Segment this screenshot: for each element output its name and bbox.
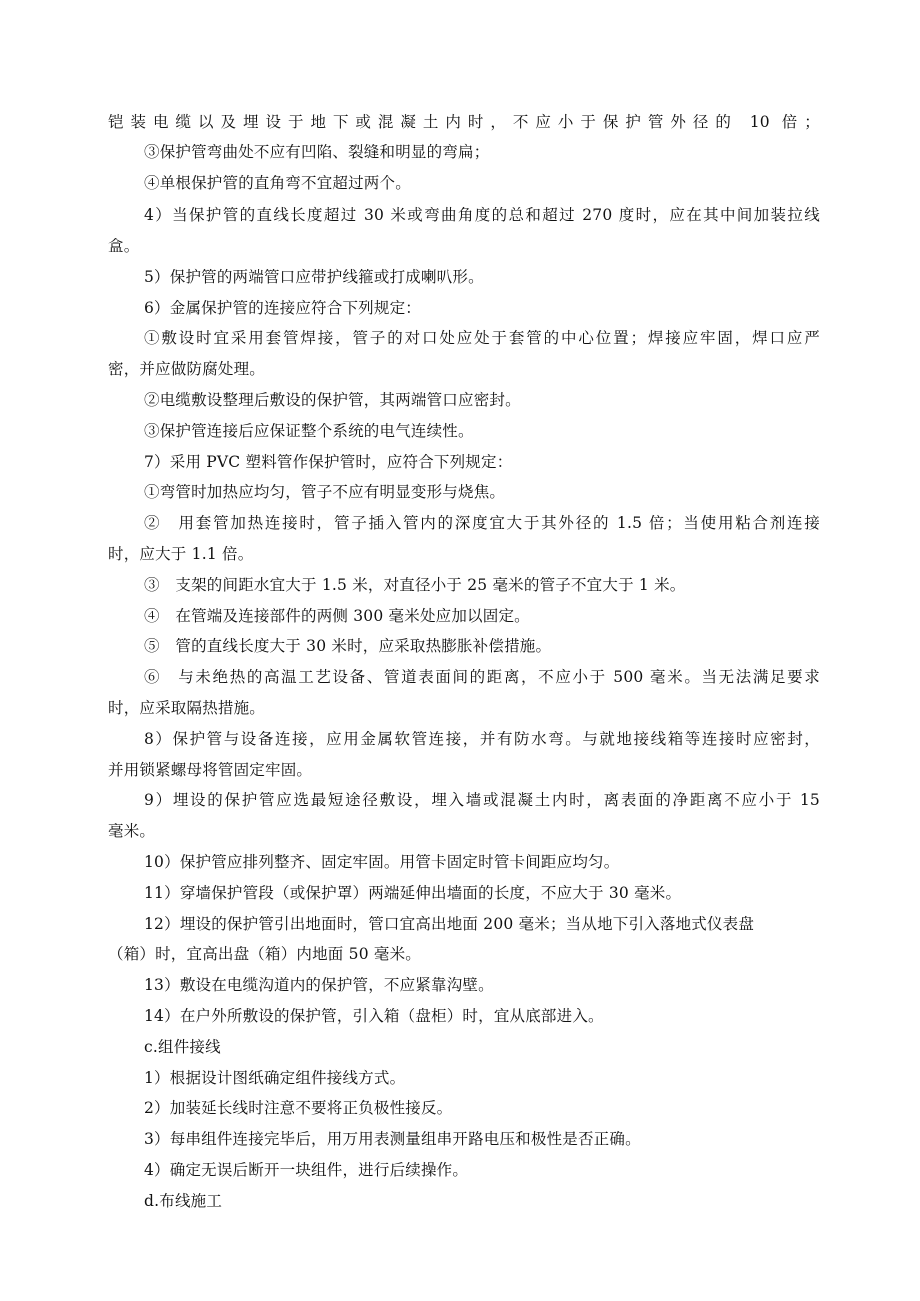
paragraph-line: 盒。 [108, 237, 140, 255]
paragraph-line: 13）敷设在电缆沟道内的保护管，不应紧靠沟壁。 [144, 976, 494, 994]
paragraph-line: ⑤ 管的直线长度大于 30 米时，应采取热膨胀补偿措施。 [144, 637, 552, 655]
paragraph-line: ② 用套管加热连接时，管子插入管内的深度宜大于其外径的 1.5 倍；当使用粘合剂连接 [144, 514, 820, 532]
paragraph-line: 12）埋设的保护管引出地面时，管口宜高出地面 200 毫米；当从地下引入落地式仪表盘 [144, 915, 755, 933]
paragraph-line: 并用锁紧螺母将管固定牢固。 [108, 761, 313, 779]
paragraph-line: 时，应大于 1.1 倍。 [108, 545, 254, 563]
paragraph-line: 毫米。 [108, 822, 156, 840]
section-heading: d.布线施工 [144, 1192, 223, 1210]
paragraph-line: 铠装电缆以及埋设于地下或混凝土内时，不应小于保护管外径的 10 倍； [108, 113, 820, 131]
paragraph-line: 4）确定无误后断开一块组件，进行后续操作。 [144, 1161, 469, 1179]
paragraph-line: 4）当保护管的直线长度超过 30 米或弯曲角度的总和超过 270 度时，应在其中间加装拉线 [144, 206, 820, 224]
paragraph-line: ①弯管时加热应均匀，管子不应有明显变形与烧焦。 [144, 483, 506, 501]
paragraph-line: 8）保护管与设备连接，应用金属软管连接，并有防水弯。与就地接线箱等连接时应密封， [144, 730, 820, 748]
paragraph-line: 14）在户外所敷设的保护管，引入箱（盘柜）时，宜从底部进入。 [144, 1007, 604, 1025]
paragraph-line: 11）穿墙保护管段（或保护罩）两端延伸出墙面的长度，不应大于 30 毫米。 [144, 884, 682, 902]
paragraph-line: ③保护管连接后应保证整个系统的电气连续性。 [144, 422, 474, 440]
paragraph-line: 10）保护管应排列整齐、固定牢固。用管卡固定时管卡间距应均匀。 [144, 853, 620, 871]
paragraph-line: ④ 在管端及连接部件的两侧 300 毫米处应加以固定。 [144, 607, 530, 625]
paragraph-line: 9）埋设的保护管应选最短途径敷设，埋入墙或混凝土内时，离表面的净距离不应小于 15 [144, 791, 820, 809]
paragraph-line: 2）加装延长线时注意不要将正负极性接反。 [144, 1099, 453, 1117]
paragraph-line: ④单根保护管的直角弯不宜超过两个。 [144, 174, 411, 192]
section-heading: c.组件接线 [144, 1038, 221, 1056]
paragraph-line: 时，应采取隔热措施。 [108, 699, 266, 717]
paragraph-line: ⑥ 与未绝热的高温工艺设备、管道表面间的距离，不应小于 500 毫米。当无法满足要求 [144, 668, 820, 686]
paragraph-line: 5）保护管的两端管口应带护线箍或打成喇叭形。 [144, 268, 484, 286]
paragraph-line: ③ 支架的间距水宜大于 1.5 米，对直径小于 25 毫米的管子不宜大于 1 米。 [144, 576, 686, 594]
paragraph-line: 3）每串组件连接完毕后，用万用表测量组串开路电压和极性是否正确。 [144, 1130, 641, 1148]
paragraph-line: ①敷设时宜采用套管焊接，管子的对口处应处于套管的中心位置；焊接应牢固，焊口应严 [144, 329, 820, 347]
paragraph-line: 6）金属保护管的连接应符合下列规定： [144, 299, 421, 317]
paragraph-line: ③保护管弯曲处不应有凹陷、裂缝和明显的弯扁； [144, 143, 490, 161]
paragraph-line: 7）采用 PVC 塑料管作保护管时，应符合下列规定： [144, 453, 513, 471]
paragraph-line: ②电缆敷设整理后敷设的保护管，其两端管口应密封。 [144, 391, 521, 409]
paragraph-line: 密，并应做防腐处理。 [108, 360, 266, 378]
paragraph-line: （箱）时，宜高出盘（箱）内地面 50 毫米。 [108, 945, 421, 963]
paragraph-line: 1）根据设计图纸确定组件接线方式。 [144, 1069, 406, 1087]
